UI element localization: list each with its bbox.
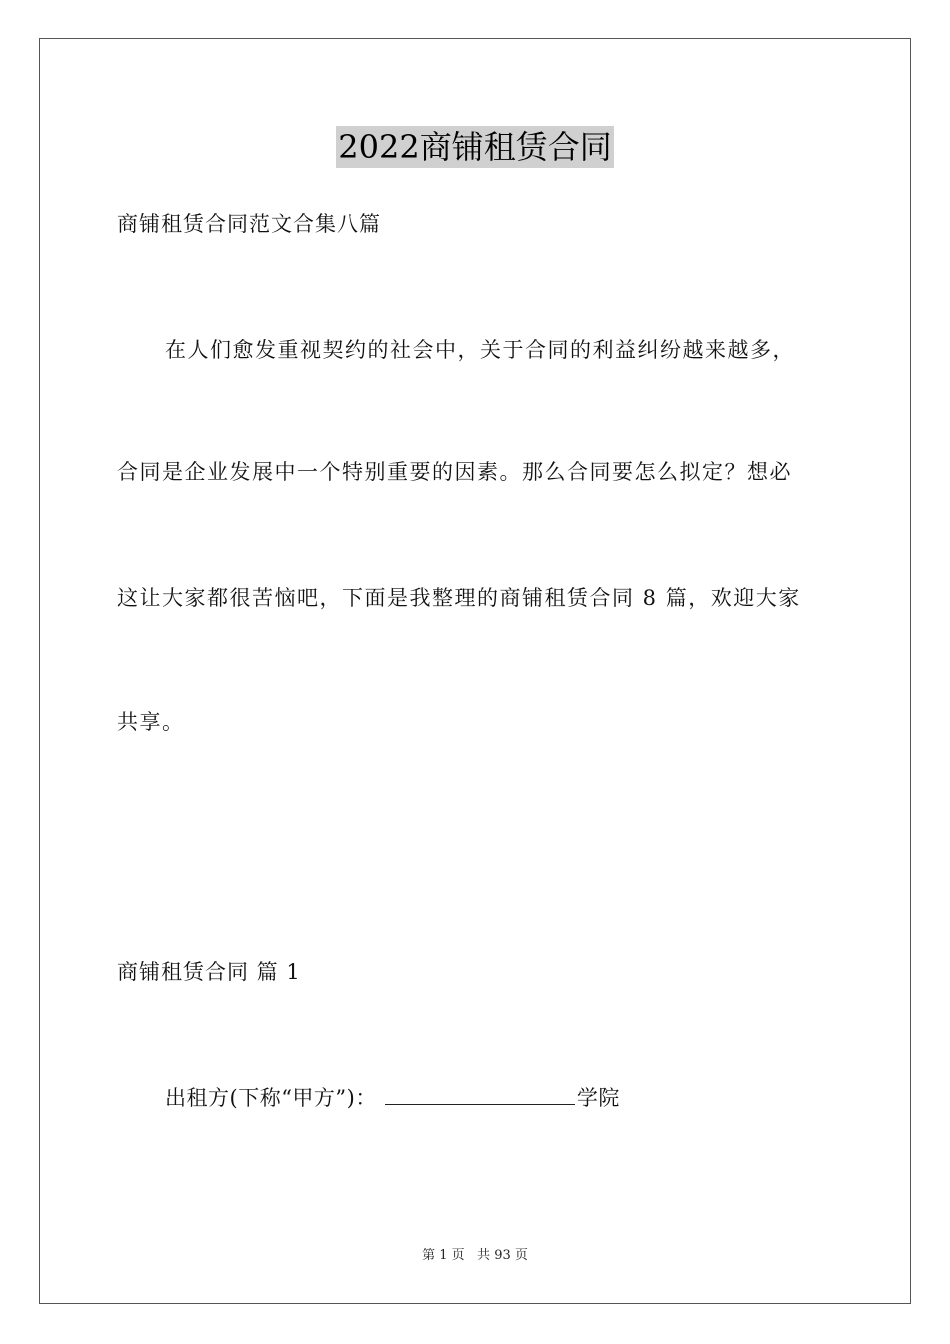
section-heading: 商铺租赁合同 篇 1: [117, 960, 301, 984]
page-footer: 第 1 页 共 93 页: [422, 1248, 528, 1263]
intro-line-1: 在人们愈发重视契约的社会中，关于合同的利益纠纷越来越多，: [165, 338, 795, 362]
lessor-blank-field: [385, 1082, 575, 1105]
title-container: [0, 126, 950, 168]
document-subtitle: 商铺租赁合同范文合集八篇: [117, 212, 381, 236]
lessor-suffix: 学院: [576, 1086, 620, 1110]
lessor-line: [165, 1082, 620, 1112]
intro-line-4: 共享。: [117, 710, 185, 734]
intro-line-2: 合同是企业发展中一个特别重要的因素。那么合同要怎么拟定？想必: [117, 460, 792, 484]
lessor-label: 出租方(下称“甲方”)：: [165, 1086, 377, 1110]
document-title: 2022商铺租赁合同: [338, 128, 612, 166]
intro-line-3: 这让大家都很苦恼吧，下面是我整理的商铺租赁合同 8 篇，欢迎大家: [117, 586, 801, 610]
